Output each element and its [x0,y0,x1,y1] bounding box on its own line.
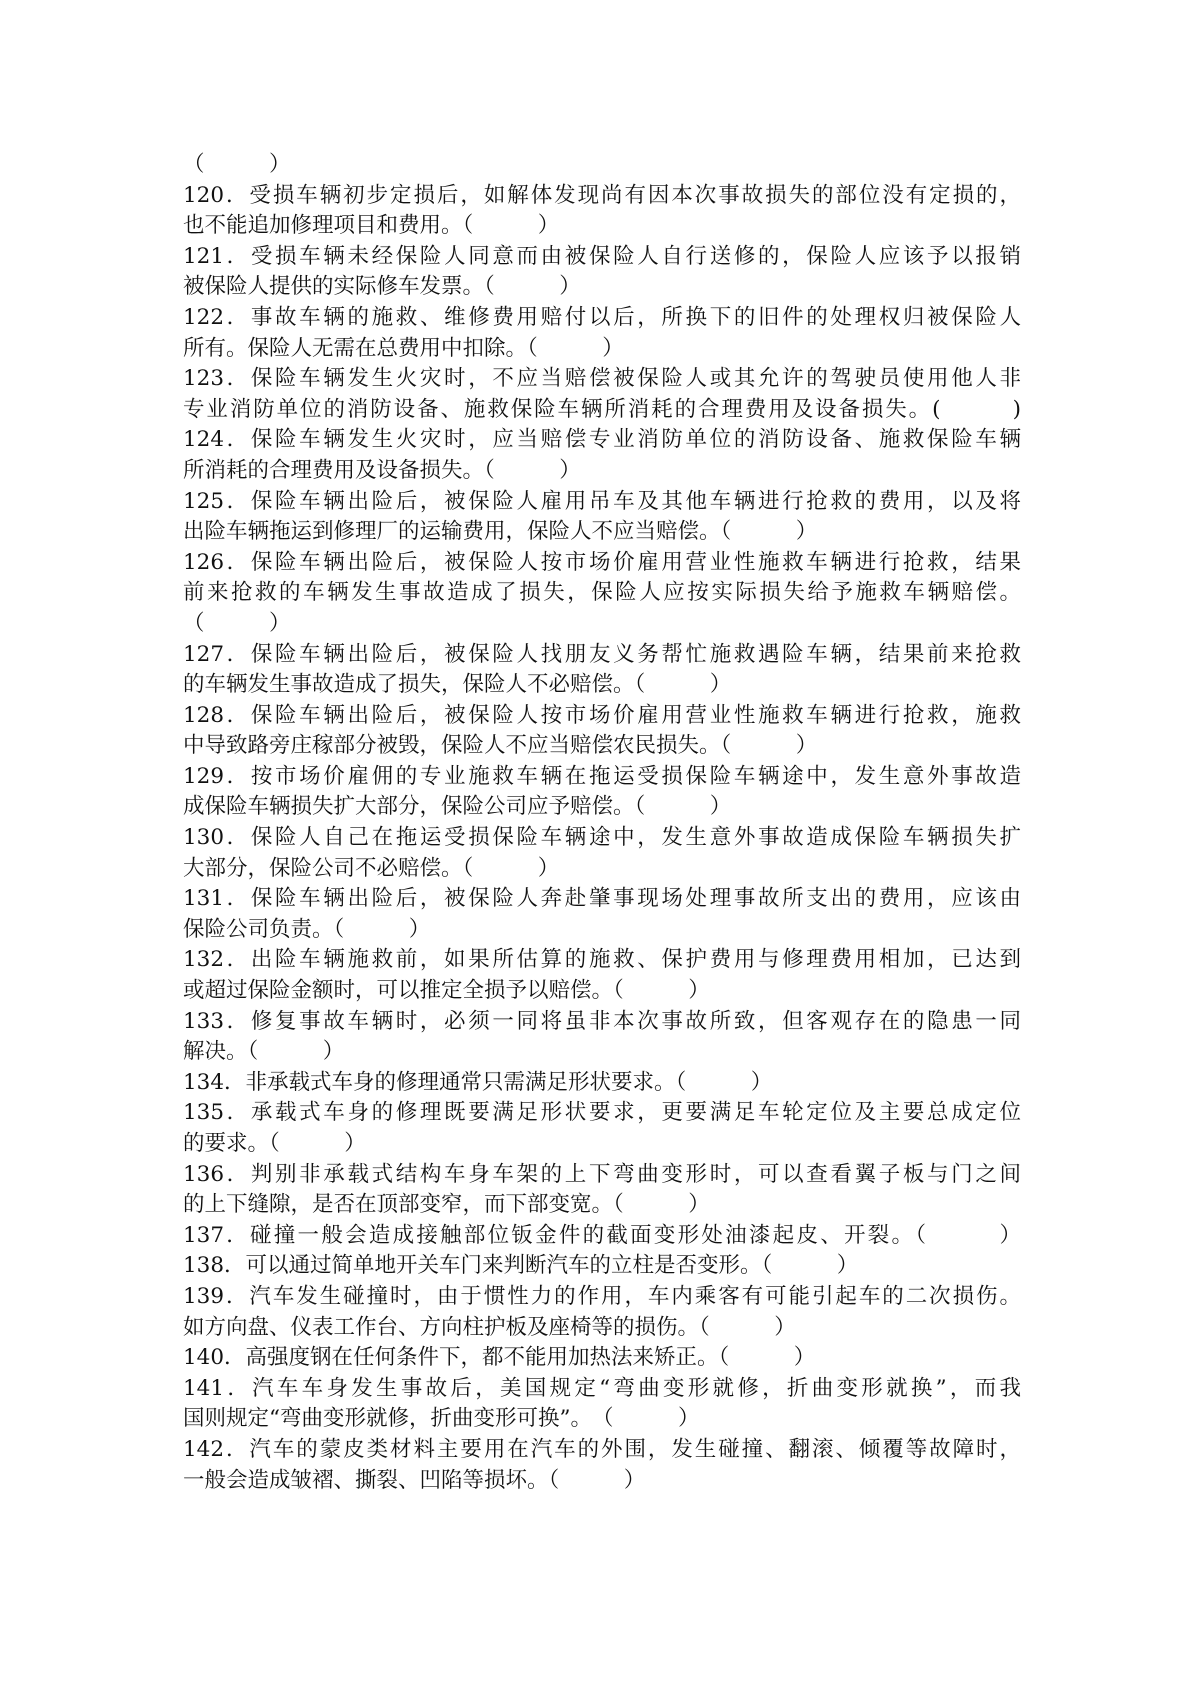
question-line: 或超过保险金额时，可以推定全损予以赔偿。（ ） [183,978,710,1004]
question-line: 出险车辆拖运到修理厂的运输费用，保险人不应当赔偿。（ ） [183,519,818,545]
question-line: 的要求。（ ） [183,1131,366,1156]
question-line: 120．受损车辆初步定损后，如解体发现尚有因本次事故损失的部位没有定损的， [183,182,1021,208]
question-line: 141．汽车车身发生事故后，美国规定“弯曲变形就修，折曲变形就换”，而我 [183,1375,1021,1401]
question-line: 前来抢救的车辆发生事故造成了损失，保险人应按实际损失给予施救车辆赔偿。 [183,580,1021,606]
question-line: （ ） [183,610,291,636]
question-line: 125．保险车辆出险后，被保险人雇用吊车及其他车辆进行抢救的费用，以及将 [183,488,1021,514]
question-line: 133．修复事故车辆时，必须一同将虽非本次事故所致，但客观存在的隐患一同 [183,1008,1021,1034]
question-line: 129．按市场价雇佣的专业施救车辆在拖运受损保险车辆途中，发生意外事故造 [183,763,1021,789]
question-line: （ ） [183,152,291,177]
question-line: 所消耗的合理费用及设备损失。（ ） [183,457,581,483]
question-list [183,150,1021,1496]
question-line: 被保险人提供的实际修车发票。（ ） [183,274,581,300]
question-line: 131．保险车辆出险后，被保险人奔赴肇事现场处理事故所支出的费用，应该由 [183,886,1021,912]
question-line: 解决。（ ） [183,1039,345,1065]
question-line: 的车辆发生事故造成了损失，保险人不必赔偿。（ ） [183,672,732,698]
question-line: 137．碰撞一般会造成接触部位钣金件的截面变形处油漆起皮、开裂。（ ） [183,1222,1021,1248]
question-line: 122．事故车辆的施救、维修费用赔付以后，所换下的旧件的处理权归被保险人 [183,304,1021,330]
question-line: 124．保险车辆发生火灾时，应当赔偿专业消防单位的消防设备、施救保险车辆 [183,427,1021,453]
question-line: 135．承载式车身的修理既要满足形状要求，更要满足车轮定位及主要总成定位 [183,1100,1021,1126]
question-line: 128．保险车辆出险后，被保险人按市场价雇用营业性施救车辆进行抢救，施救 [183,702,1021,728]
question-line: 142．汽车的蒙皮类材料主要用在汽车的外围，发生碰撞、翻滚、倾覆等故障时， [183,1436,1021,1462]
question-line: 132．出险车辆施救前，如果所估算的施救、保护费用与修理费用相加，已达到 [183,947,1021,973]
question-line: 中导致路旁庄稼部分被毁，保险人不应当赔偿农民损失。（ ） [183,733,818,759]
question-line: 专业消防单位的消防设备、施救保险车辆所消耗的合理费用及设备损失。( ) [183,396,1021,422]
question-line: 127．保险车辆出险后，被保险人找朋友义务帮忙施救遇险车辆，结果前来抢救 [183,641,1021,667]
question-line: 大部分，保险公司不必赔偿。（ ） [183,855,560,881]
question-line: 国则规定“弯曲变形就修，折曲变形可换”。 （ ） [183,1406,700,1432]
question-line: 140．高强度钢在任何条件下，都不能用加热法来矫正。（ ） [183,1345,816,1371]
question-line: 138．可以通过简单地开关车门来判断汽车的立柱是否变形。（ ） [183,1253,859,1279]
question-line: 126．保险车辆出险后，被保险人按市场价雇用营业性施救车辆进行抢救，结果 [183,549,1021,575]
question-line: 所有。保险人无需在总费用中扣除。（ ） [183,335,624,361]
question-line: 也不能追加修理项目和费用。（ ） [183,213,560,239]
question-line: 139．汽车发生碰撞时，由于惯性力的作用，车内乘客有可能引起车的二次损伤。 [183,1283,1021,1309]
question-line: 成保险车辆损失扩大部分，保险公司应予赔偿。（ ） [183,794,732,820]
question-line: 136．判别非承载式结构车身车架的上下弯曲变形时，可以查看翼子板与门之间 [183,1161,1021,1187]
question-line: 如方向盘、仪表工作台、方向柱护板及座椅等的损伤。（ ） [183,1314,796,1340]
question-line: 保险公司负责。（ ） [183,916,431,942]
question-line: 130．保险人自己在拖运受损保险车辆途中，发生意外事故造成保险车辆损失扩 [183,825,1021,851]
question-line: 121．受损车辆未经保险人同意而由被保险人自行送修的，保险人应该予以报销 [183,243,1021,269]
question-line: 123．保险车辆发生火灾时，不应当赔偿被保险人或其允许的驾驶员使用他人非 [183,366,1021,392]
question-line: 一般会造成皱褶、撕裂、凹陷等损坏。（ ） [183,1467,646,1493]
question-line: 的上下缝隙，是否在顶部变窄，而下部变宽。（ ） [183,1192,710,1218]
question-line: 134．非承载式车身的修理通常只需满足形状要求。（ ） [183,1069,773,1095]
